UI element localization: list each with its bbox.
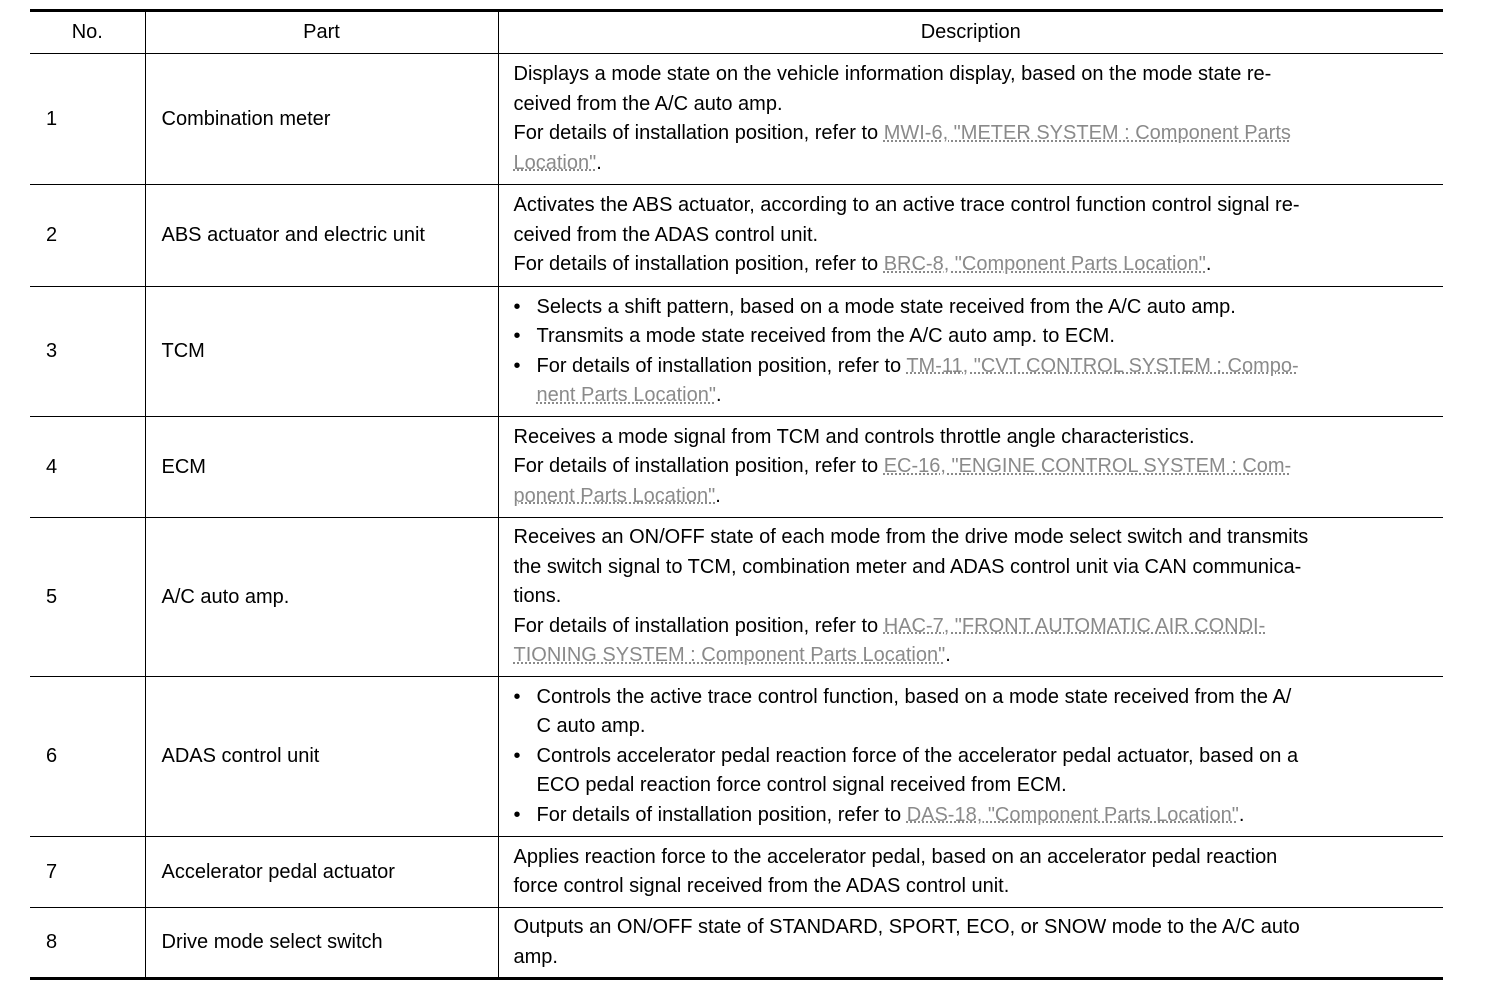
part-description [498, 908, 1443, 979]
description-text: Displays a mode state on the vehicle information display, based on the mode state re- [513, 63, 1272, 85]
description-line [514, 913, 1444, 943]
table-row [30, 518, 1443, 677]
header-no: No. [30, 11, 145, 54]
row-number: 4 [30, 417, 145, 518]
description-text: For details of installation position, refer to [513, 455, 884, 478]
bullet-icon: • [513, 803, 521, 826]
description-line [514, 943, 1444, 973]
part-description [498, 518, 1443, 677]
description-line [514, 843, 1444, 873]
description-text: . [596, 151, 602, 174]
description-line [514, 801, 1444, 831]
description-line [514, 771, 1444, 801]
description-text: For details of installation position, refer to [536, 803, 907, 826]
table-row [30, 54, 1443, 185]
description-text: amp. [513, 945, 558, 968]
description-text: the switch signal to TCM, combination meter and ADAS control unit via CAN communica- [513, 555, 1302, 578]
description-line [514, 221, 1444, 251]
description-text: Applies reaction force to the accelerator pedal, based on an accelerator pedal reaction [513, 845, 1278, 868]
part-name: Accelerator pedal actuator [145, 837, 498, 908]
parts-table [30, 9, 1443, 980]
table-row [30, 185, 1443, 287]
description-text: For details of installation position, refer to [536, 354, 907, 377]
description-line [514, 742, 1444, 772]
part-name: ADAS control unit [145, 677, 498, 837]
reference-link[interactable]: TIONING SYSTEM : Component Parts Location" [513, 644, 946, 667]
description-text: . [715, 484, 721, 507]
row-number: 8 [30, 908, 145, 979]
table-row [30, 287, 1443, 417]
reference-link[interactable]: HAC-7, "FRONT AUTOMATIC AIR CONDI- [883, 614, 1266, 637]
description-text: ceived from the ADAS control unit. [513, 223, 819, 246]
description-text: For details of installation position, refer to [513, 122, 884, 144]
description-line [514, 90, 1444, 120]
description-line [514, 381, 1444, 411]
description-line [514, 582, 1444, 612]
part-name: ECM [145, 417, 498, 518]
row-number: 2 [30, 185, 145, 287]
bullet-icon: • [513, 295, 521, 318]
reference-link[interactable]: nent Parts Location" [536, 384, 716, 406]
description-line [514, 712, 1444, 742]
description-text: For details of installation position, refer to [513, 614, 884, 637]
description-text: . [1238, 803, 1245, 826]
description-line [514, 683, 1444, 713]
description-text: force control signal received from the ADAS control unit. [513, 875, 1010, 897]
description-line [514, 612, 1444, 642]
part-description [498, 837, 1443, 908]
bullet-icon: • [513, 685, 521, 708]
description-text: . [945, 644, 951, 667]
table-row [30, 837, 1443, 908]
header-part: Part [145, 11, 498, 54]
reference-link[interactable]: Location" [513, 151, 597, 174]
bullet-icon: • [513, 354, 521, 377]
description-text: ceived from the A/C auto amp. [513, 92, 783, 115]
bullet-icon: • [513, 325, 521, 347]
reference-link[interactable]: DAS-18, "Component Parts Location" [906, 803, 1239, 826]
description-text: Receives a mode signal from TCM and controls throttle angle characteristics. [513, 425, 1195, 448]
description-text: . [715, 384, 722, 406]
description-line [514, 293, 1444, 323]
description-line [514, 482, 1444, 512]
description-line [514, 452, 1444, 482]
part-name: Drive mode select switch [145, 908, 498, 979]
description-text: Controls the active trace control function, based on a mode state received from the A/ [536, 685, 1292, 708]
part-description [498, 54, 1443, 185]
bullet-icon: • [513, 744, 521, 767]
table-row [30, 417, 1443, 518]
description-line [514, 872, 1444, 902]
description-line [514, 423, 1444, 453]
part-description [498, 185, 1443, 287]
description-text: Controls accelerator pedal reaction force of the accelerator pedal actuator, based on a [536, 744, 1299, 767]
description-text: Outputs an ON/OFF state of STANDARD, SPORT, ECO, or SNOW mode to the A/C auto [513, 916, 1300, 938]
reference-link[interactable]: ponent Parts Location" [513, 484, 716, 507]
reference-link[interactable]: EC-16, "ENGINE CONTROL SYSTEM : Com- [883, 455, 1292, 478]
part-description [498, 677, 1443, 837]
header-row [30, 11, 1443, 54]
description-line [514, 322, 1444, 352]
description-line [514, 641, 1444, 671]
description-text: Transmits a mode state received from the A/C auto amp. to ECM. [536, 325, 1115, 347]
description-text: Receives an ON/OFF state of each mode from the drive mode select switch and transmits [513, 526, 1309, 549]
description-line [514, 523, 1444, 553]
description-line [514, 352, 1444, 382]
row-number: 5 [30, 518, 145, 677]
part-name: A/C auto amp. [145, 518, 498, 677]
description-line [514, 553, 1444, 583]
description-text: Activates the ABS actuator, according to an active trace control function control signal re- [513, 194, 1300, 217]
header-description: Description [498, 11, 1443, 54]
row-number: 6 [30, 677, 145, 837]
description-line [514, 119, 1444, 149]
description-text: tions. [513, 585, 562, 608]
row-number: 1 [30, 54, 145, 185]
description-line [514, 250, 1444, 280]
reference-link[interactable]: BRC-8, "Component Parts Location" [883, 253, 1206, 276]
table-row [30, 908, 1443, 979]
part-description [498, 287, 1443, 417]
part-description [498, 417, 1443, 518]
reference-link[interactable]: TM-11, "CVT CONTROL SYSTEM : Compo- [906, 354, 1299, 377]
part-name: ABS actuator and electric unit [145, 185, 498, 287]
description-line [514, 191, 1444, 221]
part-name: Combination meter [145, 54, 498, 185]
description-text: Selects a shift pattern, based on a mode state received from the A/C auto amp. [536, 295, 1236, 318]
description-text: C auto amp. [536, 715, 646, 738]
table-row [30, 677, 1443, 837]
description-text: . [1205, 253, 1212, 276]
row-number: 7 [30, 837, 145, 908]
description-line [514, 60, 1444, 90]
reference-link[interactable]: MWI-6, "METER SYSTEM : Component Parts [883, 122, 1291, 144]
part-name: TCM [145, 287, 498, 417]
description-text: For details of installation position, refer to [513, 253, 884, 276]
description-text: ECO pedal reaction force control signal received from ECM. [536, 774, 1067, 797]
row-number: 3 [30, 287, 145, 417]
description-line [514, 149, 1444, 179]
